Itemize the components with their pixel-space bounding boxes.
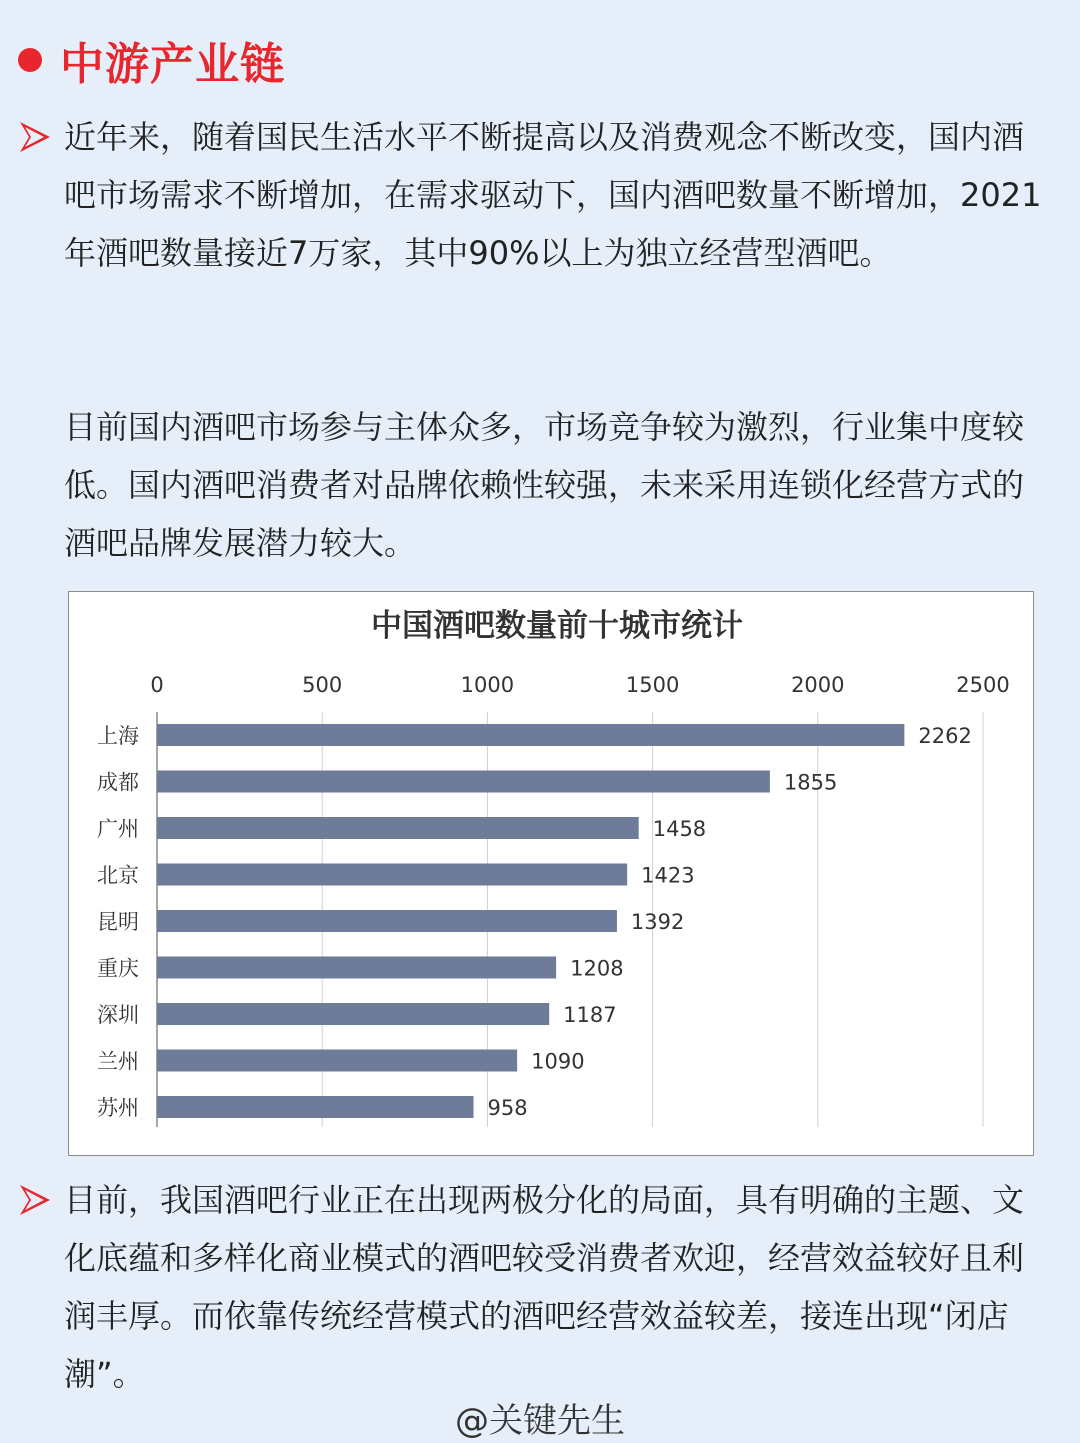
data-label: 1423 [641,863,695,888]
data-label: 1187 [563,1003,617,1027]
chart-canvas [69,592,1035,1157]
data-label: 958 [487,1096,528,1120]
category-label: 北京 [97,863,139,888]
paragraph-1: 近年来，随着国民生活水平不断提高以及消费观念不断改变，国内酒吧市场需求不断增加，在需求驱动下，国内酒吧数量不断增加，2021年酒吧数量接近7万家，其中90%以上为独立经营型酒吧。 [64,118,1042,272]
bar [157,864,627,886]
x-tick-label: 2000 [791,673,845,697]
category-label: 成都 [97,770,139,795]
data-label: 1090 [531,1049,585,1074]
data-label: 1458 [652,817,707,841]
x-tick-label: 1500 [625,673,680,697]
heading-title: 中游产业链 [60,39,285,90]
bar [157,1096,474,1118]
data-label: 1855 [783,770,838,795]
chart-title: 中国酒吧数量前十城市统计 [371,608,743,644]
red-dot-icon [18,48,42,72]
x-tick-label: 1000 [460,673,515,697]
red-arrow-icon [18,1183,52,1217]
x-tick-label: 0 [150,673,164,697]
bar [157,1003,549,1025]
data-label: 1208 [570,956,624,981]
paragraph-3: 目前，我国酒吧行业正在出现两极分化的局面，具有明确的主题、文化底蕴和多样化商业模式的酒吧较受消费者欢迎，经营效益较好且利润丰厚。而依靠传统经营模式的酒吧经营效益较差，接连出现“闭店潮”。 [64,1181,1025,1393]
category-label: 苏州 [97,1096,139,1120]
category-label: 昆明 [97,910,139,934]
category-label: 上海 [97,724,139,748]
bar [157,910,617,932]
bar [157,771,770,793]
data-label: 1392 [630,910,685,934]
watermark: @关键先生 [455,1401,625,1441]
paragraph-2: 目前国内酒吧市场参与主体众多，市场竞争较为激烈，行业集中度较低。国内酒吧消费者对品牌依赖性较强，未来采用连锁化经营方式的酒吧品牌发展潜力较大。 [64,408,1025,562]
bar [157,817,639,839]
red-arrow-icon [18,120,52,154]
section-heading [18,30,285,90]
bar-chart [68,591,1034,1156]
x-tick-label: 500 [302,673,343,697]
category-label: 深圳 [97,1003,139,1027]
x-tick-label: 2500 [956,673,1010,697]
category-label: 广州 [97,817,139,841]
category-label: 重庆 [97,956,139,981]
bar [157,957,556,979]
category-label: 兰州 [97,1049,139,1074]
bar [157,1050,517,1072]
bar [157,724,904,746]
data-label: 2262 [918,724,972,748]
